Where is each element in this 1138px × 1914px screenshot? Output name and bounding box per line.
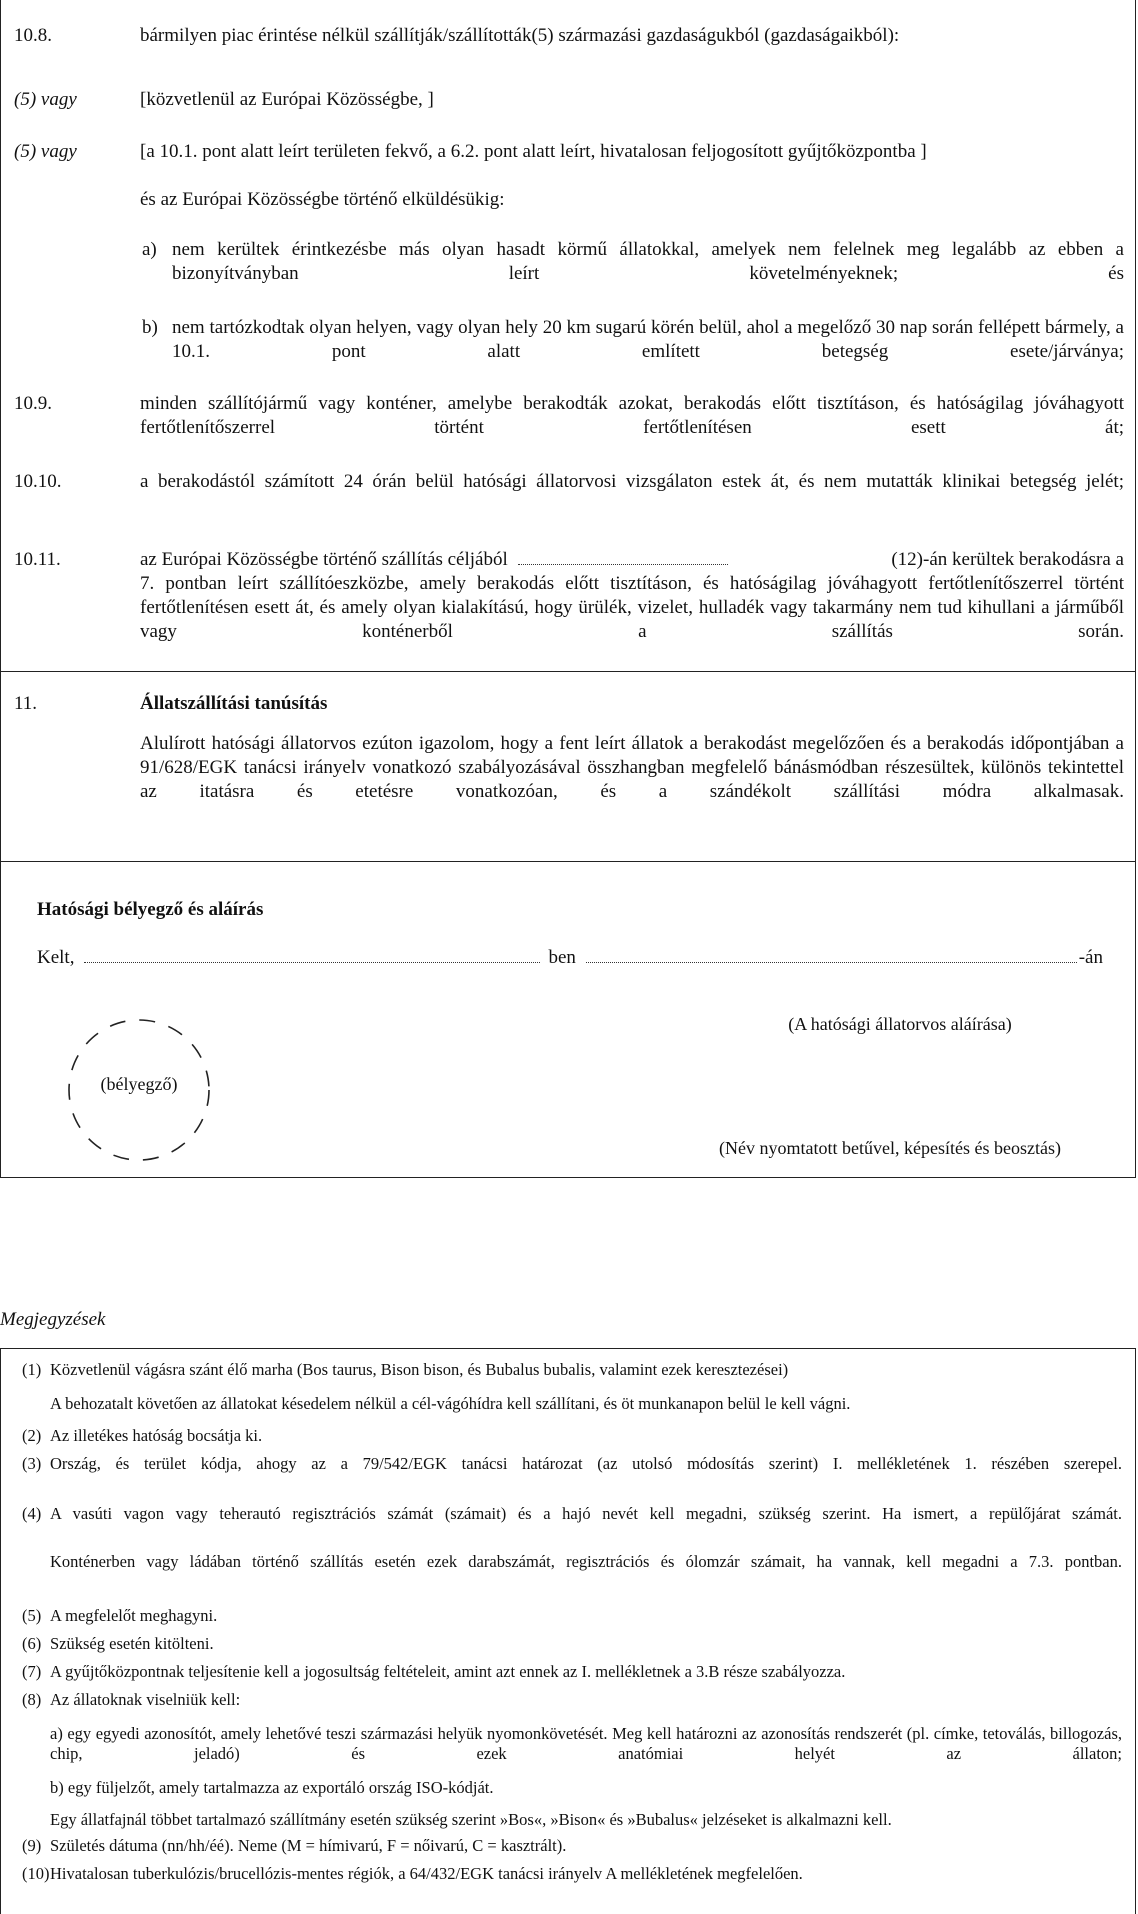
note-text: A megfelelőt meghagyni. [50,1606,218,1625]
note-text: Egy állatfajnál többet tartalmazó szállítmány esetén szükség szerint »Bos«, »Bison« és »Bubalus« jelzéseket is alkalmazni kell. [50,1810,892,1829]
item-number: 10.9. [14,393,52,414]
note-text: Születés dátuma (nn/hh/éé). Neme (M = hímivarú, F = nőivarú, C = kasztrált). [50,1836,567,1855]
date-fill-line [518,550,728,565]
kelt-label: Kelt, [37,947,75,968]
note-mark: (7) [22,1662,42,1681]
date-place-line [37,946,1103,970]
condition-b-mark: b) [142,317,158,338]
section-11-number: 11. [14,693,38,714]
note-mark: (8) [22,1690,42,1709]
item-number: 10.10. [14,471,62,492]
note-2 [22,1426,1122,1446]
note-4-cont [22,1552,1122,1592]
note-text: Hivatalosan tuberkulózis/brucellózis-mentes régiók, a 64/432/EGK tanácsi irányelv A mellékletének megfelelően. [50,1864,803,1883]
note-1-cont [22,1394,1122,1414]
date-fill-line [586,948,1077,963]
item-text: 7. pontban leírt szállítóeszközbe, amely berakodás előtt tisztításon, és hatóságilag jóváhagyott fertőtlenítőszerrel történt fertőtlenítésen esett át, és amely olyan kialakítású, hogy ürülék, vizelet, hulladék vagy takarmány nem tud kihullani a járműből vagy konténerből a szállítás során. [140,573,1124,642]
option-2-label: (5) vagy [14,141,77,162]
item-text: minden szállítójármű vagy konténer, amelybe berakodták azokat, berakodás előtt tisztításon, és hatóságilag jóváhagyott fertőtlenítőszerrel történt fertőtlenítésen esett át; [140,393,1124,438]
note-text: A vasúti vagon vagy teherautó regisztrációs számát (számait) és a hajó nevét kell megadni, szükség szerint. Ha ismert, a repülőjárat számát. [50,1504,1122,1523]
option-2-text: [a 10.1. pont alatt leírt területen fekvő, a 6.2. pont alatt leírt, hivatalosan feljogosított gyűjtőközpontba ] [140,141,927,162]
note-8-a [22,1724,1122,1784]
note-mark: (2) [22,1426,42,1445]
note-text: Az állatoknak viselniük kell: [50,1690,241,1709]
note-8-b [22,1778,1122,1798]
stamp-title: Hatósági bélyegző és aláírás [37,899,264,920]
note-text: Az illetékes hatóság bocsátja ki. [50,1426,263,1445]
item-text-pre: az Európai Közösségbe történő szállítás céljából [140,549,508,570]
signature-label: (A hatósági állatorvos aláírása) [788,1014,1012,1034]
note-6 [22,1634,1122,1654]
section-11-title: Állatszállítási tanúsítás [140,693,328,714]
condition-b [140,316,1124,388]
note-text: b) egy füljelzőt, amely tartalmazza az exportáló ország ISO-kódját. [50,1778,494,1797]
section-11-text: Alulírott hatósági állatorvos ezúton igazolom, hogy a fent leírt állatok a berakodást megelőzően és a berakodás időpontjában a 91/628/EGK tanácsi irányelv vonatkozó szabályozásával összhangban megfelelő bánásmódban részesültek, különös tekintettel az itatásra és etetésre vonatkozóan, és a szándékolt szállítási módra alkalmasak. [140,733,1124,802]
ben-label: ben [548,947,576,968]
note-7 [22,1662,1122,1682]
note-3 [22,1454,1122,1494]
note-text: Konténerben vagy ládában történő szállítás esetén ezek darabszámát, regisztrációs és ólomzár számait, ha vannak, kell megadni a 7.3. pontban. [50,1552,1122,1571]
place-fill-line [84,948,540,963]
condition-b-text: nem tartózkodtak olyan helyen, vagy olyan hely 20 km sugarú körén belül, ahol a megelőző 30 nap során fellépett bármely, a 10.1. pont alatt említett betegség esete/járványa; [172,317,1124,362]
item-text: bármilyen piac érintése nélkül szállítják/szállították(5) származási gazdaságukból (gazdaságaikból): [140,25,900,46]
notes-heading: Megjegyzések [0,1309,106,1330]
condition-a [140,238,1124,310]
note-8 [22,1690,1122,1710]
note-text: Ország, és terület kódja, ahogy az a 79/542/EGK tanácsi határozat (az utolsó módosítás szerint) I. mellékletének 1. részében szerepel. [50,1454,1122,1473]
item-first-line [140,548,1124,572]
note-text: Szükség esetén kitölteni. [50,1634,214,1653]
note-text: A behozatalt követően az állatokat késedelem nélkül a cél-vágóhídra kell szállítani, és öt munkanapon belül le kell vágni. [50,1394,851,1413]
note-mark: (1) [22,1360,42,1379]
note-4 [22,1504,1122,1544]
condition-a-mark: a) [142,239,157,260]
note-5 [22,1606,1122,1626]
note-text: A gyűjtőközpontnak teljesítenie kell a jogosultság feltételeit, amint azt ennek az I. mellékletnek a 3.B része szabályozza. [50,1662,846,1681]
note-mark: (10) [22,1864,50,1883]
an-label: -án [1078,947,1103,968]
note-9 [22,1836,1122,1856]
note-mark: (3) [22,1454,42,1473]
item-text: a berakodástól számított 24 órán belül hatósági állatorvosi vizsgálaton estek át, és nem mutatták klinikai betegség jelét; [140,471,1124,492]
item-number: 10.11. [14,549,61,570]
note-1 [22,1360,1122,1380]
note-text: a) egy egyedi azonosítót, amely lehetővé teszi származási helyük nyomonkövetését. Meg kell határozni az azonosítás rendszerét (pl. címke, tetoválás, billogozás, chip, jeladó) és ezek anatómiai helyét az állaton; [50,1724,1122,1763]
note-mark: (5) [22,1606,42,1625]
note-mark: (6) [22,1634,42,1653]
item-text-post: (12)-án kerültek berakodásra a [891,549,1124,570]
stamp-label: (bélyegző) [100,1074,178,1094]
condition-a-text: nem kerültek érintkezésbe más olyan hasadt körmű állatokkal, amelyek nem felelnek meg legalább az ebben a bizonyítványban leírt követelményeknek; és [172,239,1124,284]
option-1-text: [közvetlenül az Európai Közösségbe, ] [140,89,434,110]
note-mark: (4) [22,1504,42,1523]
note-text: Közvetlenül vágásra szánt élő marha (Bos taurus, Bison bison, és Bubalus bubalis, valamint ezek keresztezései) [50,1360,789,1379]
note-10 [22,1864,1122,1884]
note-8-cont [22,1810,1122,1830]
option-1-label: (5) vagy [14,89,77,110]
name-label: (Név nyomtatott betűvel, képesítés és beosztás) [719,1138,1061,1158]
continuation-text: és az Európai Közösségbe történő elküldésükig: [140,189,505,210]
item-number: 10.8. [14,25,52,46]
note-mark: (9) [22,1836,42,1855]
